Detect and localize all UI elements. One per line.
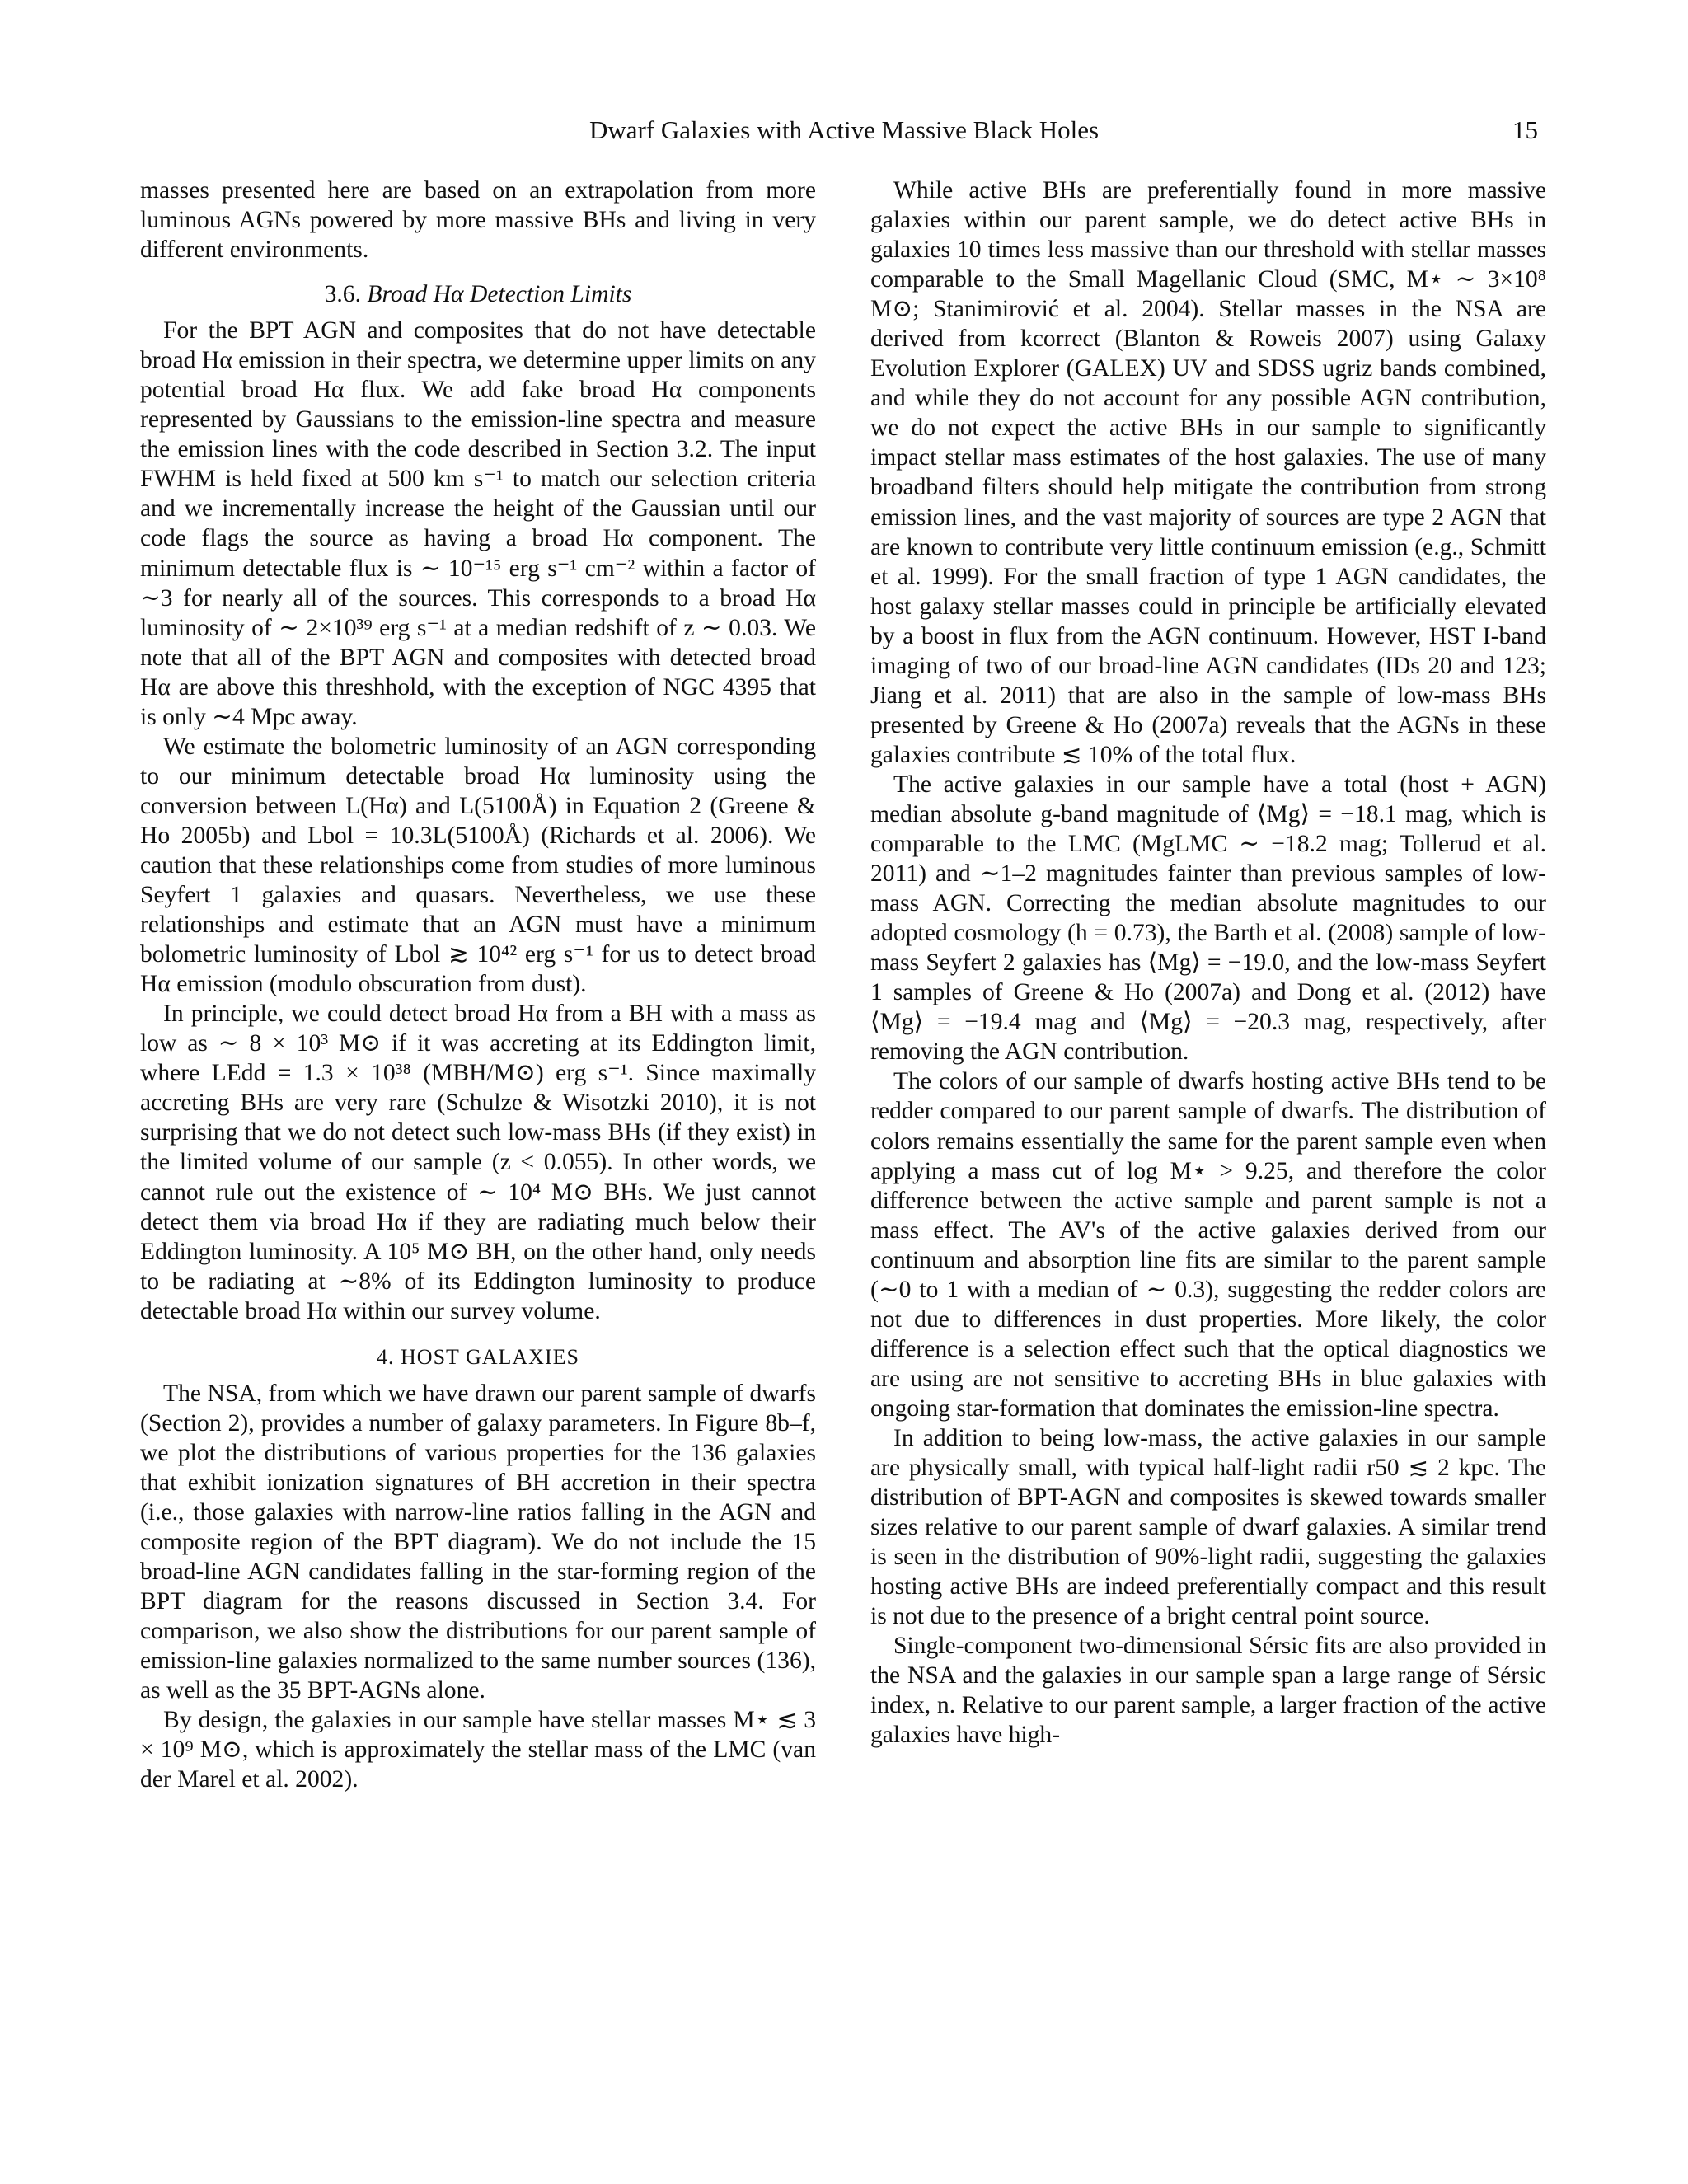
paragraph: We estimate the bolometric luminosity of an AGN corresponding to our minimum detectable broad Hα luminosity using the conversion between L(Hα) and L(5100Å) in Equation 2 (Greene & Ho 2005b) and Lbol = 10.3L(5100Å) (Richards et al. 2006). We caution that these relationships come from studies of more luminous Seyfert 1 galaxies and quasars. Nevertheless, we use these relationships and estimate that an AGN must have a minimum bolometric luminosity of Lbol ≳ 10⁴² erg s⁻¹ for us to detect broad Hα emission (modulo obscuration from dust). (140, 733, 816, 998)
paragraph: By design, the galaxies in our sample have stellar masses M⋆ ≲ 3 × 10⁹ M⊙, which is approximately the stellar mass of the LMC (van der Marel et al. 2002). (140, 1707, 816, 1793)
running-header (0, 115, 1688, 152)
subsection-number: 3.6. (324, 281, 361, 308)
paragraph: For the BPT AGN and composites that do not have detectable broad Hα emission in their spectra, we determine upper limits on any potential broad Hα flux. We add fake broad Hα components represented by Gaussians to the emission-line spectra and measure the emission lines with the code described in Section 3.2. The input FWHM is held fixed at 500 km s⁻¹ to match our selection criteria and we incrementally increase the height of the Gaussian until our code flags the source as having a broad Hα component. The minimum detectable flux is ∼ 10⁻¹⁵ erg s⁻¹ cm⁻² within a factor of ∼3 for nearly all of the sources. This corresponds to a broad Hα luminosity of ∼ 2×10³⁹ erg s⁻¹ at a median redshift of z ∼ 0.03. We note that all of the BPT AGN and composites with detected broad Hα are above this threshhold, with the exception of NGC 4395 that is only ∼4 Mpc away. (140, 317, 816, 730)
subsection-heading (140, 279, 816, 309)
section-heading: 4. HOST GALAXIES (377, 1344, 579, 1369)
subsection-title: Broad Hα Detection Limits (367, 281, 632, 308)
paragraph: The colors of our sample of dwarfs hosting active BHs tend to be redder compared to our parent sample of dwarfs. The distribution of colors remains essentially the same for the parent sample even when applying a mass cut of log M⋆ > 9.25, and therefore the color difference between the active sample and parent sample is not a mass effect. The AV's of the active galaxies derived from our continuum and absorption line fits are similar to the parent sample (∼0 to 1 with a median of ∼ 0.3), suggesting the redder colors are not due to differences in dust properties. More likely, the color difference is a selection effect such that the optical diagnostics we are using are not sensitive to accreting BHs in blue galaxies with ongoing star-formation that dominates the emission-line spectra. (870, 1068, 1546, 1422)
paragraph: masses presented here are based on an extrapolation from more luminous AGNs powered by more massive BHs and living in very different environments. (140, 177, 816, 264)
running-title: Dwarf Galaxies with Active Massive Black Holes (588, 115, 1100, 144)
paragraph: The NSA, from which we have drawn our parent sample of dwarfs (Section 2), provides a number of galaxy parameters. In Figure 8b–f, we plot the distributions of various properties for the 136 galaxies that exhibit ionization signatures of BH accretion in their spectra (i.e., those galaxies with narrow-line ratios falling in the AGN and composite region of the BPT diagram). We do not include the 15 broad-line AGN candidates falling in the star-forming region of the BPT diagram for the reasons discussed in Section 3.4. For comparison, we also show the distributions for our parent sample of emission-line galaxies normalized to the same number sources (136), as well as the 35 BPT-AGNs alone. (140, 1380, 816, 1704)
left-column (140, 176, 816, 1794)
paragraph: Single-component two-dimensional Sérsic fits are also provided in the NSA and the galaxies in our sample span a large range of Sérsic index, n. Relative to our parent sample, a larger fraction of the active galaxies have high- (870, 1633, 1546, 1749)
right-column (870, 176, 1546, 1750)
paragraph: The active galaxies in our sample have a total (host + AGN) median absolute g-band magnitude of ⟨Mg⟩ = −18.1 mag, which is comparable to the LMC (MgLMC ∼ −18.2 mag; Tollerud et al. 2011) and ∼1–2 magnitudes fainter than previous samples of low-mass AGN. Correcting the median absolute magnitudes to our adopted cosmology (h = 0.73), the Barth et al. (2008) sample of low-mass Seyfert 2 galaxies has ⟨Mg⟩ = −19.0, and the low-mass Seyfert 1 samples of Greene & Ho (2007a) and Dong et al. (2012) have ⟨Mg⟩ = −19.4 mag and ⟨Mg⟩ = −20.3 mag, respectively, after removing the AGN contribution. (870, 771, 1546, 1066)
paragraph: In principle, we could detect broad Hα from a BH with a mass as low as ∼ 8 × 10³ M⊙ if it was accreting at its Eddington limit, where LEdd = 1.3 × 10³⁸ (MBH/M⊙) erg s⁻¹. Since maximally accreting BHs are very rare (Schulze & Wisotzki 2010), it is not surprising that we do not detect such low-mass BHs (if they exist) in the limited volume of our sample (z < 0.055). In other words, we cannot rule out the existence of ∼ 10⁴ M⊙ BHs. We just cannot detect them via broad Hα if they are radiating much below their Eddington luminosity. A 10⁵ M⊙ BH, on the other hand, only needs to be radiating at ∼8% of its Eddington luminosity to produce detectable broad Hα within our survey volume. (140, 1001, 816, 1324)
paragraph: In addition to being low-mass, the active galaxies in our sample are physically small, with typical half-light radii r50 ≲ 2 kpc. The distribution of BPT-AGN and composites is skewed towards smaller sizes relative to our parent sample of dwarf galaxies. A similar trend is seen in the distribution of 90%-light radii, suggesting the galaxies hosting active BHs are indeed preferentially compact and this result is not due to the presence of a bright central point source. (870, 1424, 1546, 1630)
page-number: 15 (1512, 115, 1538, 144)
paragraph: While active BHs are preferentially found in more massive galaxies within our parent sample, we do detect active BHs in galaxies 10 times less massive than our threshold with stellar masses comparable to the Small Magellanic Cloud (SMC, M⋆ ∼ 3×10⁸ M⊙; Stanimirović et al. 2004). Stellar masses in the NSA are derived from kcorrect (Blanton & Roweis 2007) using Galaxy Evolution Explorer (GALEX) UV and SDSS ugriz bands combined, and while they do not account for any possible AGN contribution, we do not expect the active BHs in our sample to significantly impact stellar mass estimates of the host galaxies. The use of many broadband filters should help mitigate the contribution from strong emission lines, and the vast majority of sources are type 2 AGN that are known to contribute very little continuum emission (e.g., Schmitt et al. 1999). For the small fraction of type 1 AGN candidates, the host galaxy stellar masses could in principle be artificially elevated by a boost in flux from the AGN continuum. However, HST I-band imaging of two of our broad-line AGN candidates (IDs 20 and 123; Jiang et al. 2011) that are also in the sample of low-mass BHs presented by Greene & Ho (2007a) reveals that the AGNs in these galaxies contribute ≲ 10% of the total flux. (870, 177, 1546, 768)
